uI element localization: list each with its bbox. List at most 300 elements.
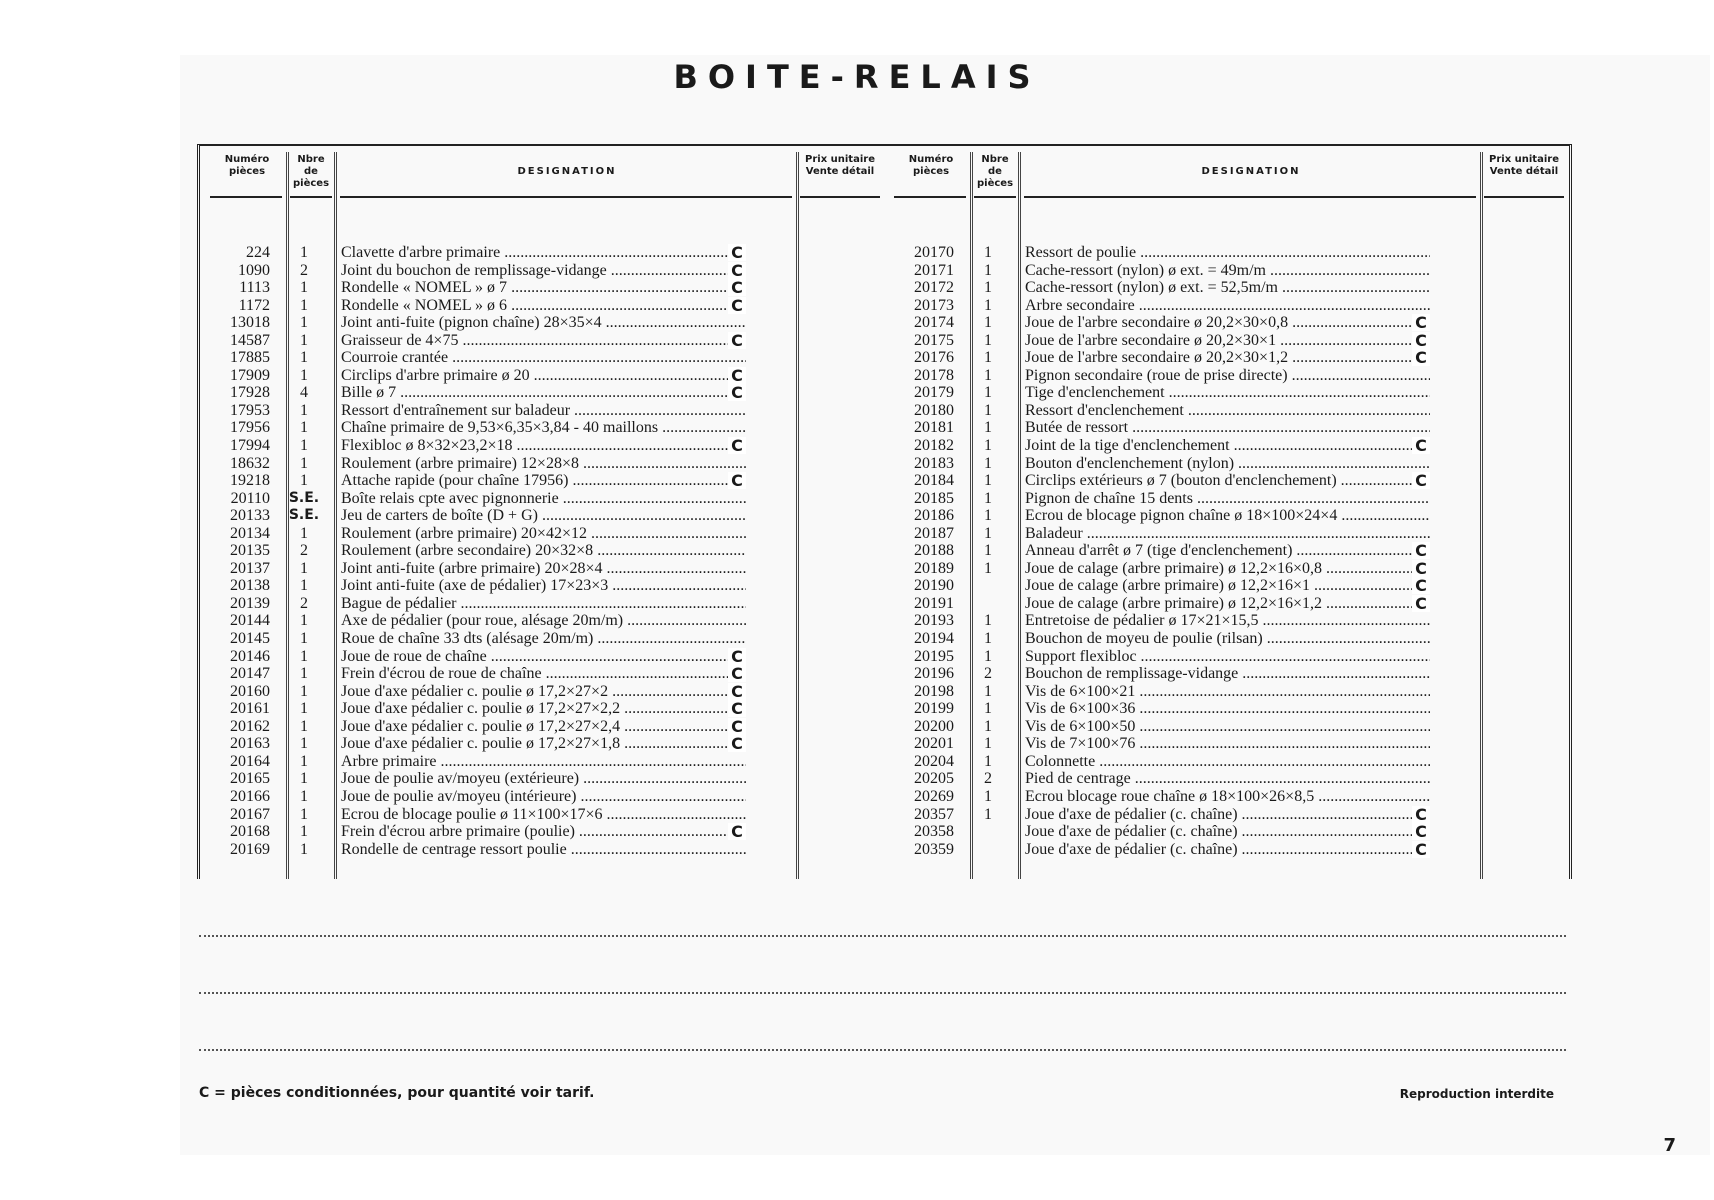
blank-line (199, 1049, 1566, 1051)
conditioned-flag: C (1412, 577, 1430, 594)
part-number: 20133 (230, 507, 270, 525)
table-row (890, 788, 1565, 806)
quantity: 1 (984, 700, 992, 718)
part-number: 20139 (230, 594, 270, 612)
quantity: 1 (300, 630, 308, 648)
table-row (206, 419, 881, 437)
table-row (206, 806, 881, 824)
rows-left (206, 244, 881, 858)
quantity: 1 (300, 717, 308, 735)
quantity: 1 (300, 279, 308, 297)
conditioned-flag: C (1412, 823, 1430, 840)
part-number: 20172 (914, 279, 954, 297)
part-number: 20110 (230, 489, 270, 507)
designation: Jeu de carters de boîte (D + G) ..... (341, 507, 746, 524)
designation: Pignon de chaîne 15 dents ..... (1025, 490, 1430, 507)
designation: Rondelle « NOMEL » ø 6 ..... (341, 297, 746, 314)
quantity: 1 (300, 349, 308, 367)
table-row (890, 735, 1565, 753)
designation: Pied de centrage ..... (1025, 770, 1430, 787)
table-row (206, 700, 881, 718)
quantity: 1 (300, 401, 308, 419)
designation: Joue de l'arbre secondaire ø 20,2×30×1 ..... (1025, 332, 1430, 349)
table-row (890, 630, 1565, 648)
part-number: 20186 (914, 507, 954, 525)
quantity: 1 (984, 419, 992, 437)
designation: Bille ø 7 ..... (341, 384, 746, 401)
part-number: 1090 (238, 261, 270, 279)
table-row (206, 770, 881, 788)
header-designation: DESIGNATION (1201, 166, 1301, 177)
quantity: 1 (300, 770, 308, 788)
table-row (890, 718, 1565, 736)
table-row (206, 314, 881, 332)
table-row (206, 437, 881, 455)
quantity: 1 (984, 437, 992, 455)
designation: Chaîne primaire de 9,53×6,35×3,84 - 40 maillons ..... (341, 419, 746, 436)
quantity: 1 (984, 472, 992, 490)
table-row (890, 612, 1565, 630)
conditioned-flag: C (728, 279, 746, 296)
designation: Ecrou blocage roue chaîne ø 18×100×26×8,5 ..... (1025, 788, 1430, 805)
conditioned-flag: C (1412, 349, 1430, 366)
designation: Tige d'enclenchement ..... (1025, 384, 1430, 401)
conditioned-flag: C (728, 683, 746, 700)
conditioned-flag: C (1412, 332, 1430, 349)
designation: Roue de chaîne 33 dts (alésage 20m/m) ..... (341, 630, 746, 647)
part-number: 20190 (914, 577, 954, 595)
page-number: 7 (1663, 1135, 1676, 1156)
table-row (206, 841, 881, 859)
quantity: 1 (984, 331, 992, 349)
part-number: 20147 (230, 665, 270, 683)
table-row (890, 297, 1565, 315)
table-row (206, 630, 881, 648)
conditioned-flag: C (728, 823, 746, 840)
part-number: 20173 (914, 296, 954, 314)
blank-line (199, 992, 1566, 994)
table-row (206, 279, 881, 297)
part-number: 20183 (914, 454, 954, 472)
table-row (890, 349, 1565, 367)
quantity: 1 (300, 331, 308, 349)
table-row (206, 648, 881, 666)
table-row (890, 542, 1565, 560)
quantity: 1 (300, 559, 308, 577)
table-row (890, 507, 1565, 525)
designation: Joue de l'arbre secondaire ø 20,2×30×1,2 ..... (1025, 349, 1430, 366)
conditioned-flag: C (728, 332, 746, 349)
part-number: 20174 (914, 314, 954, 332)
table-row (206, 788, 881, 806)
designation: Joue d'axe pédalier c. poulie ø 17,2×27×2,4 ..... (341, 718, 746, 735)
table-row (206, 823, 881, 841)
part-number: 20200 (914, 717, 954, 735)
part-number: 20187 (914, 524, 954, 542)
header-nbre: Nbre de pièces (292, 154, 330, 189)
quantity: 1 (300, 735, 308, 753)
quantity: 1 (300, 840, 308, 858)
header-designation: DESIGNATION (517, 166, 617, 177)
quantity: 1 (984, 454, 992, 472)
quantity: 1 (984, 279, 992, 297)
designation: Ressort d'enclenchement ..... (1025, 402, 1430, 419)
designation: Entretoise de pédalier ø 17×21×15,5 ..... (1025, 612, 1430, 629)
part-number: 20170 (914, 244, 954, 261)
table-row (206, 402, 881, 420)
part-number: 20189 (914, 559, 954, 577)
designation: Joue de poulie av/moyeu (extérieure) ..... (341, 770, 746, 787)
table-row (206, 262, 881, 280)
table-row (890, 332, 1565, 350)
designation: Joue de poulie av/moyeu (intérieure) ..... (341, 788, 746, 805)
quantity: 1 (300, 524, 308, 542)
conditioned-flag: C (728, 700, 746, 717)
part-number: 20357 (914, 805, 954, 823)
table-row (206, 665, 881, 683)
designation: Circlips d'arbre primaire ø 20 ..... (341, 367, 746, 384)
designation: Anneau d'arrêt ø 7 (tige d'enclenchement) ..... (1025, 542, 1430, 559)
quantity: 1 (300, 314, 308, 332)
quantity: 1 (984, 787, 992, 805)
table-row (206, 577, 881, 595)
table-row (206, 595, 881, 613)
quantity: 1 (300, 577, 308, 595)
table-row (206, 683, 881, 701)
part-number: 20165 (230, 770, 270, 788)
quantity: 1 (300, 419, 308, 437)
part-number: 20358 (914, 823, 954, 841)
table-row (206, 718, 881, 736)
quantity: S.E. (288, 507, 320, 524)
part-number: 20168 (230, 823, 270, 841)
designation: Colonnette ..... (1025, 753, 1430, 770)
footnote: C = pièces conditionnées, pour quantité voir tarif. (199, 1085, 595, 1101)
designation: Joue de calage (arbre primaire) ø 12,2×16×1 ..... (1025, 577, 1430, 594)
designation: Joue de calage (arbre primaire) ø 12,2×16×0,8 ..... (1025, 560, 1430, 577)
designation: Joue de l'arbre secondaire ø 20,2×30×0,8 ..... (1025, 314, 1430, 331)
part-number: 13018 (230, 314, 270, 332)
quantity: 1 (300, 612, 308, 630)
conditioned-flag: C (728, 735, 746, 752)
designation: Graisseur de 4×75 ..... (341, 332, 746, 349)
quantity: 1 (984, 735, 992, 753)
reproduction-notice: Reproduction interdite (1399, 1087, 1554, 1101)
table-row (206, 349, 881, 367)
part-number: 20135 (230, 542, 270, 560)
part-number: 20196 (914, 665, 954, 683)
blank-line (199, 935, 1566, 937)
conditioned-flag: C (728, 472, 746, 489)
designation: Arbre primaire ..... (341, 753, 746, 770)
part-number: 20191 (914, 594, 954, 612)
quantity: 1 (300, 805, 308, 823)
quantity: 1 (300, 454, 308, 472)
conditioned-flag: C (728, 367, 746, 384)
designation: Roulement (arbre secondaire) 20×32×8 ..... (341, 542, 746, 559)
designation: Rondelle de centrage ressort poulie ..... (341, 841, 746, 858)
designation: Pignon secondaire (roue de prise directe) ..... (1025, 367, 1430, 384)
part-number: 1172 (238, 296, 270, 314)
table-row (206, 612, 881, 630)
table-row (206, 384, 881, 402)
part-number: 17956 (230, 419, 270, 437)
table-row (890, 753, 1565, 771)
table-row (890, 419, 1565, 437)
quantity: 1 (300, 787, 308, 805)
designation: Axe de pédalier (pour roue, alésage 20m/m) ..... (341, 612, 746, 629)
quantity: 1 (984, 507, 992, 525)
designation: Butée de ressort ..... (1025, 419, 1430, 436)
quantity: 1 (984, 542, 992, 560)
quantity: 1 (300, 682, 308, 700)
quantity: 1 (984, 314, 992, 332)
conditioned-flag: C (728, 718, 746, 735)
header-prix: Prix unitaire Vente détail (805, 154, 875, 177)
part-number: 20182 (914, 437, 954, 455)
table-left-half (206, 146, 881, 879)
part-number: 17885 (230, 349, 270, 367)
table-row (206, 753, 881, 771)
designation: Cache-ressort (nylon) ø ext. = 52,5m/m ..... (1025, 279, 1430, 296)
table-row (890, 665, 1565, 683)
designation: Bouchon de moyeu de poulie (rilsan) ..... (1025, 630, 1430, 647)
part-number: 20204 (914, 752, 954, 770)
header-numero: Numéro pièces (908, 154, 954, 177)
table-row (890, 560, 1565, 578)
part-number: 18632 (230, 454, 270, 472)
quantity: 1 (984, 805, 992, 823)
designation: Vis de 7×100×76 ..... (1025, 735, 1430, 752)
quantity: 1 (300, 700, 308, 718)
part-number: 20193 (914, 612, 954, 630)
page-title: BOITE-RELAIS (673, 58, 1041, 96)
conditioned-flag: C (728, 244, 746, 261)
part-number: 20199 (914, 700, 954, 718)
part-number: 20185 (914, 489, 954, 507)
designation: Joint de la tige d'enclenchement ..... (1025, 437, 1430, 454)
header-prix: Prix unitaire Vente détail (1489, 154, 1559, 177)
quantity: 1 (984, 244, 992, 261)
part-number: 20359 (914, 840, 954, 858)
table-row (890, 648, 1565, 666)
table-right-half (890, 146, 1565, 879)
table-row (890, 437, 1565, 455)
designation: Joue de roue de chaîne ..... (341, 648, 746, 665)
quantity: 1 (984, 752, 992, 770)
table-row (206, 332, 881, 350)
designation: Roulement (arbre primaire) 20×42×12 ..... (341, 525, 746, 542)
part-number: 20169 (230, 840, 270, 858)
table-row (206, 507, 881, 525)
part-number: 20161 (230, 700, 270, 718)
part-number: 20176 (914, 349, 954, 367)
conditioned-flag: C (728, 437, 746, 454)
designation: Frein d'écrou arbre primaire (poulie) ..... (341, 823, 746, 840)
part-number: 20175 (914, 331, 954, 349)
conditioned-flag: C (728, 665, 746, 682)
designation: Roulement (arbre primaire) 12×28×8 ..... (341, 455, 746, 472)
header-nbre: Nbre de pièces (976, 154, 1014, 189)
part-number: 20180 (914, 401, 954, 419)
quantity: 1 (984, 401, 992, 419)
quantity: 2 (300, 261, 308, 279)
part-number: 20184 (914, 472, 954, 490)
designation: Joue d'axe pédalier c. poulie ø 17,2×27×1,8 ..... (341, 735, 746, 752)
designation: Joue d'axe de pédalier (c. chaîne) ..... (1025, 841, 1430, 858)
part-number: 20198 (914, 682, 954, 700)
part-number: 20205 (914, 770, 954, 788)
quantity: 1 (300, 823, 308, 841)
part-number: 20163 (230, 735, 270, 753)
part-number: 20144 (230, 612, 270, 630)
part-number: 17909 (230, 366, 270, 384)
quantity: 1 (300, 296, 308, 314)
conditioned-flag: C (1412, 841, 1430, 858)
conditioned-flag: C (1412, 542, 1430, 559)
conditioned-flag: C (1412, 314, 1430, 331)
table-row (890, 700, 1565, 718)
part-number: 20164 (230, 752, 270, 770)
quantity: 2 (984, 770, 992, 788)
quantity: 1 (984, 366, 992, 384)
designation: Attache rapide (pour chaîne 17956) ..... (341, 472, 746, 489)
quantity: 1 (300, 647, 308, 665)
parts-table (197, 144, 1572, 879)
part-number: 20138 (230, 577, 270, 595)
conditioned-flag: C (1412, 560, 1430, 577)
table-row (206, 455, 881, 473)
designation: Joue d'axe pédalier c. poulie ø 17,2×27×2,2 ..... (341, 700, 746, 717)
designation: Joint anti-fuite (arbre primaire) 20×28×4 ..... (341, 560, 746, 577)
part-number: 17994 (230, 437, 270, 455)
part-number: 20162 (230, 717, 270, 735)
designation: Joue d'axe de pédalier (c. chaîne) ..... (1025, 823, 1430, 840)
quantity: 1 (300, 472, 308, 490)
part-number: 20201 (914, 735, 954, 753)
quantity: S.E. (288, 489, 320, 506)
designation: Baladeur ..... (1025, 525, 1430, 542)
part-number: 17928 (230, 384, 270, 402)
conditioned-flag: C (728, 648, 746, 665)
quantity: 1 (984, 296, 992, 314)
quantity: 2 (300, 594, 308, 612)
conditioned-flag: C (1412, 595, 1430, 612)
quantity: 1 (300, 665, 308, 683)
quantity: 1 (984, 261, 992, 279)
designation: Joue de calage (arbre primaire) ø 12,2×16×1,2 ..... (1025, 595, 1430, 612)
table-row (206, 525, 881, 543)
designation: Bouchon de remplissage-vidange ..... (1025, 665, 1430, 682)
quantity: 1 (984, 489, 992, 507)
rows-right (890, 244, 1565, 858)
part-number: 20134 (230, 524, 270, 542)
table-row (890, 595, 1565, 613)
designation: Vis de 6×100×21 ..... (1025, 683, 1430, 700)
designation: Ecrou de blocage poulie ø 11×100×17×6 ..... (341, 806, 746, 823)
table-row (890, 455, 1565, 473)
conditioned-flag: C (1412, 472, 1430, 489)
designation: Bague de pédalier ..... (341, 595, 746, 612)
table-row (206, 297, 881, 315)
designation: Cache-ressort (nylon) ø ext. = 49m/m ..... (1025, 262, 1430, 279)
designation: Joue d'axe de pédalier (c. chaîne) ..... (1025, 806, 1430, 823)
table-row (890, 402, 1565, 420)
table-row (890, 577, 1565, 595)
designation: Joint anti-fuite (axe de pédalier) 17×23×3 ..... (341, 577, 746, 594)
designation: Rondelle « NOMEL » ø 7 ..... (341, 279, 746, 296)
table-row (206, 472, 881, 490)
part-number: 17953 (230, 401, 270, 419)
part-number: 20146 (230, 647, 270, 665)
quantity: 1 (984, 349, 992, 367)
conditioned-flag: C (1412, 437, 1430, 454)
part-number: 20178 (914, 366, 954, 384)
quantity: 1 (984, 682, 992, 700)
designation: Arbre secondaire ..... (1025, 297, 1430, 314)
part-number: 20181 (914, 419, 954, 437)
part-number: 1113 (239, 279, 270, 297)
table-row (206, 735, 881, 753)
designation: Frein d'écrou de roue de chaîne ..... (341, 665, 746, 682)
conditioned-flag: C (728, 262, 746, 279)
designation: Flexibloc ø 8×32×23,2×18 ..... (341, 437, 746, 454)
quantity: 2 (984, 665, 992, 683)
conditioned-flag: C (728, 297, 746, 314)
part-number: 20145 (230, 630, 270, 648)
table-row (206, 244, 881, 262)
table-row (206, 490, 881, 508)
table-row (206, 542, 881, 560)
part-number: 14587 (230, 331, 270, 349)
part-number: 20160 (230, 682, 270, 700)
quantity: 1 (300, 752, 308, 770)
quantity: 4 (300, 384, 308, 402)
quantity: 1 (300, 366, 308, 384)
table-row (890, 367, 1565, 385)
table-row (890, 806, 1565, 824)
table-row (890, 384, 1565, 402)
designation: Joue d'axe pédalier c. poulie ø 17,2×27×2 ..... (341, 683, 746, 700)
part-number: 20179 (914, 384, 954, 402)
quantity: 1 (984, 630, 992, 648)
table-row (890, 823, 1565, 841)
conditioned-flag: C (728, 384, 746, 401)
designation: Vis de 6×100×50 ..... (1025, 718, 1430, 735)
designation: Vis de 6×100×36 ..... (1025, 700, 1430, 717)
designation: Courroie crantée ..... (341, 349, 746, 366)
part-number: 20167 (230, 805, 270, 823)
part-number: 20269 (914, 787, 954, 805)
designation: Circlips extérieurs ø 7 (bouton d'enclenchement) ..... (1025, 472, 1430, 489)
header-numero: Numéro pièces (224, 154, 270, 177)
part-number: 224 (246, 244, 270, 261)
designation: Bouton d'enclenchement (nylon) ..... (1025, 455, 1430, 472)
part-number: 20188 (914, 542, 954, 560)
designation: Joint du bouchon de remplissage-vidange ..... (341, 262, 746, 279)
table-row (890, 683, 1565, 701)
part-number: 20171 (914, 261, 954, 279)
quantity: 1 (984, 524, 992, 542)
table-row (890, 244, 1565, 262)
designation: Clavette d'arbre primaire ..... (341, 244, 746, 261)
part-number: 20166 (230, 787, 270, 805)
table-row (890, 841, 1565, 859)
quantity: 1 (984, 717, 992, 735)
table-row (890, 314, 1565, 332)
quantity: 1 (984, 647, 992, 665)
quantity: 1 (984, 612, 992, 630)
